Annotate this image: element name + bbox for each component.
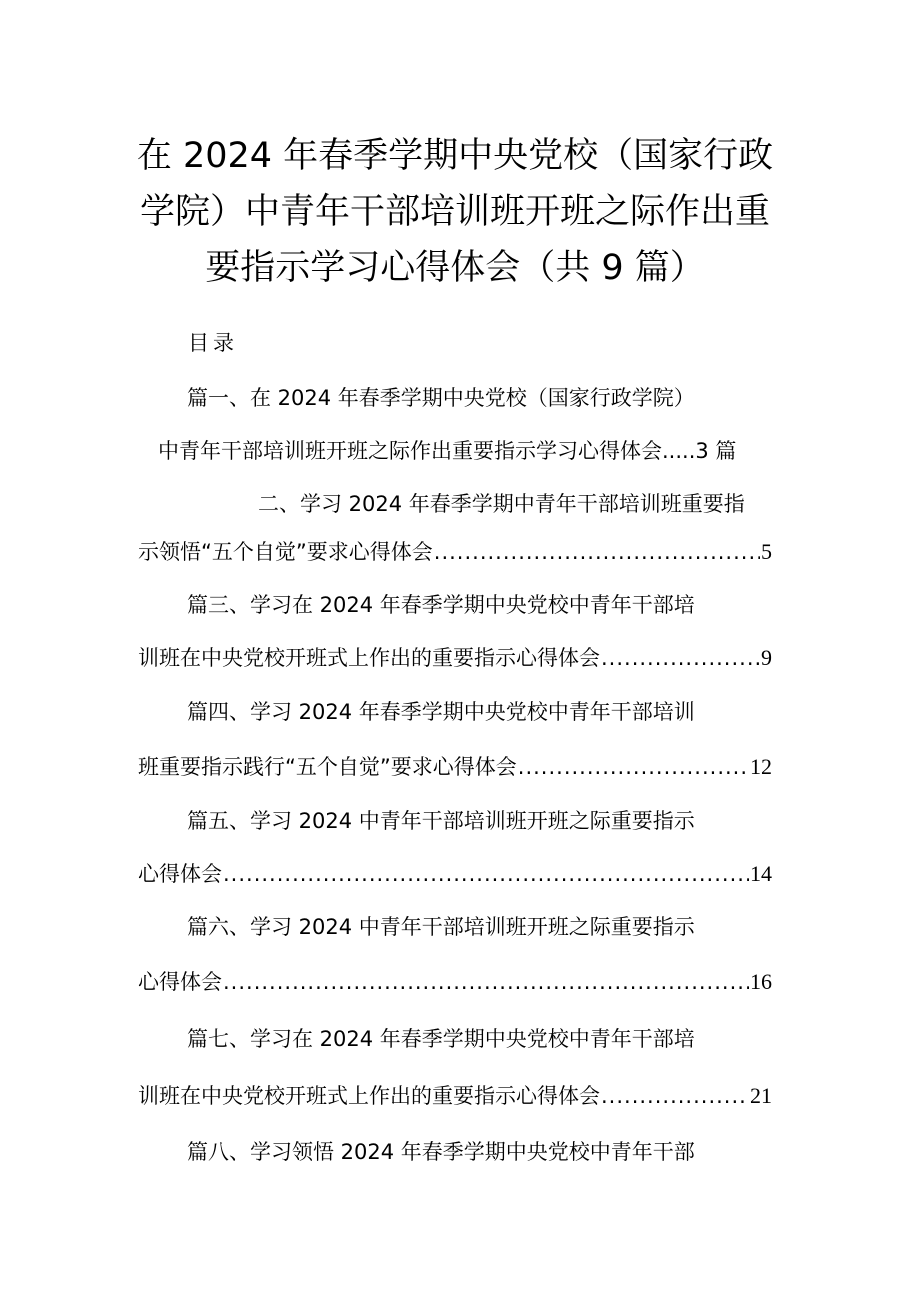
toc-entry-6-line-1[interactable]: 篇六、学习 2024 中青年干部培训班开班之际重要指示 <box>187 915 695 939</box>
toc-entry-1-line-1[interactable]: 篇一、在 2024 年春季学期中央党校（国家行政学院） <box>187 386 695 410</box>
toc-entry-5-line-2[interactable] <box>138 859 772 889</box>
toc-entry-7-page: 21 <box>750 1083 772 1108</box>
toc-entry-2-leader <box>434 537 760 567</box>
toc-entry-2-line-1[interactable]: 二、学习 2024 年春季学期中青年干部培训班重要指 <box>258 492 745 516</box>
toc-entry-7-leader <box>601 1081 749 1111</box>
toc-entry-5-line-1[interactable]: 篇五、学习 2024 中青年干部培训班开班之际重要指示 <box>187 809 695 833</box>
toc-entry-4-line-1[interactable]: 篇四、学习 2024 年春季学期中央党校中青年干部培训 <box>187 700 695 724</box>
document-title: 在 2024 年春季学期中央党校（国家行政学院）中青年干部培训班开班之际作出重要指示学习心得体会（共 9 篇） <box>136 136 774 288</box>
toc-entry-2-page: 5 <box>761 539 772 564</box>
toc-entry-6-page: 16 <box>750 969 772 994</box>
toc-entry-7-text: 训班在中央党校开班式上作出的重要指示心得体会 <box>138 1084 600 1108</box>
toc-heading: 目录 <box>188 331 238 355</box>
toc-entry-4-leader <box>518 752 749 782</box>
toc-entry-8-line-1[interactable]: 篇八、学习领悟 2024 年春季学期中央党校中青年干部 <box>187 1140 695 1164</box>
toc-entry-5-text: 心得体会 <box>138 862 222 886</box>
toc-entry-3-text: 训班在中央党校开班式上作出的重要指示心得体会 <box>138 646 600 670</box>
toc-entry-6-text: 心得体会 <box>138 970 222 994</box>
toc-entry-5-page: 14 <box>750 861 772 886</box>
toc-entry-4-page: 12 <box>750 754 772 779</box>
toc-entry-4-line-2[interactable] <box>138 752 772 782</box>
toc-entry-3-line-2[interactable] <box>138 643 772 673</box>
toc-entry-5-leader <box>223 859 749 889</box>
toc-entry-2-line-2[interactable] <box>138 537 772 567</box>
toc-entry-6-line-2[interactable] <box>138 967 772 997</box>
toc-entry-4-text: 班重要指示践行“五个自觉”要求心得体会 <box>138 755 517 779</box>
toc-entry-3-leader <box>601 643 760 673</box>
toc-entry-7-line-1[interactable]: 篇七、学习在 2024 年春季学期中央党校中青年干部培 <box>187 1027 695 1051</box>
toc-entry-7-line-2[interactable] <box>138 1081 772 1111</box>
toc-entry-6-leader <box>223 967 749 997</box>
toc-entry-2-text: 示领悟“五个自觉”要求心得体会 <box>138 540 433 564</box>
toc-entry-1-line-2[interactable]: 中青年干部培训班开班之际作出重要指示学习心得体会.....3 篇 <box>158 439 737 463</box>
toc-entry-3-page: 9 <box>761 645 772 670</box>
toc-entry-3-line-1[interactable]: 篇三、学习在 2024 年春季学期中央党校中青年干部培 <box>187 593 695 617</box>
